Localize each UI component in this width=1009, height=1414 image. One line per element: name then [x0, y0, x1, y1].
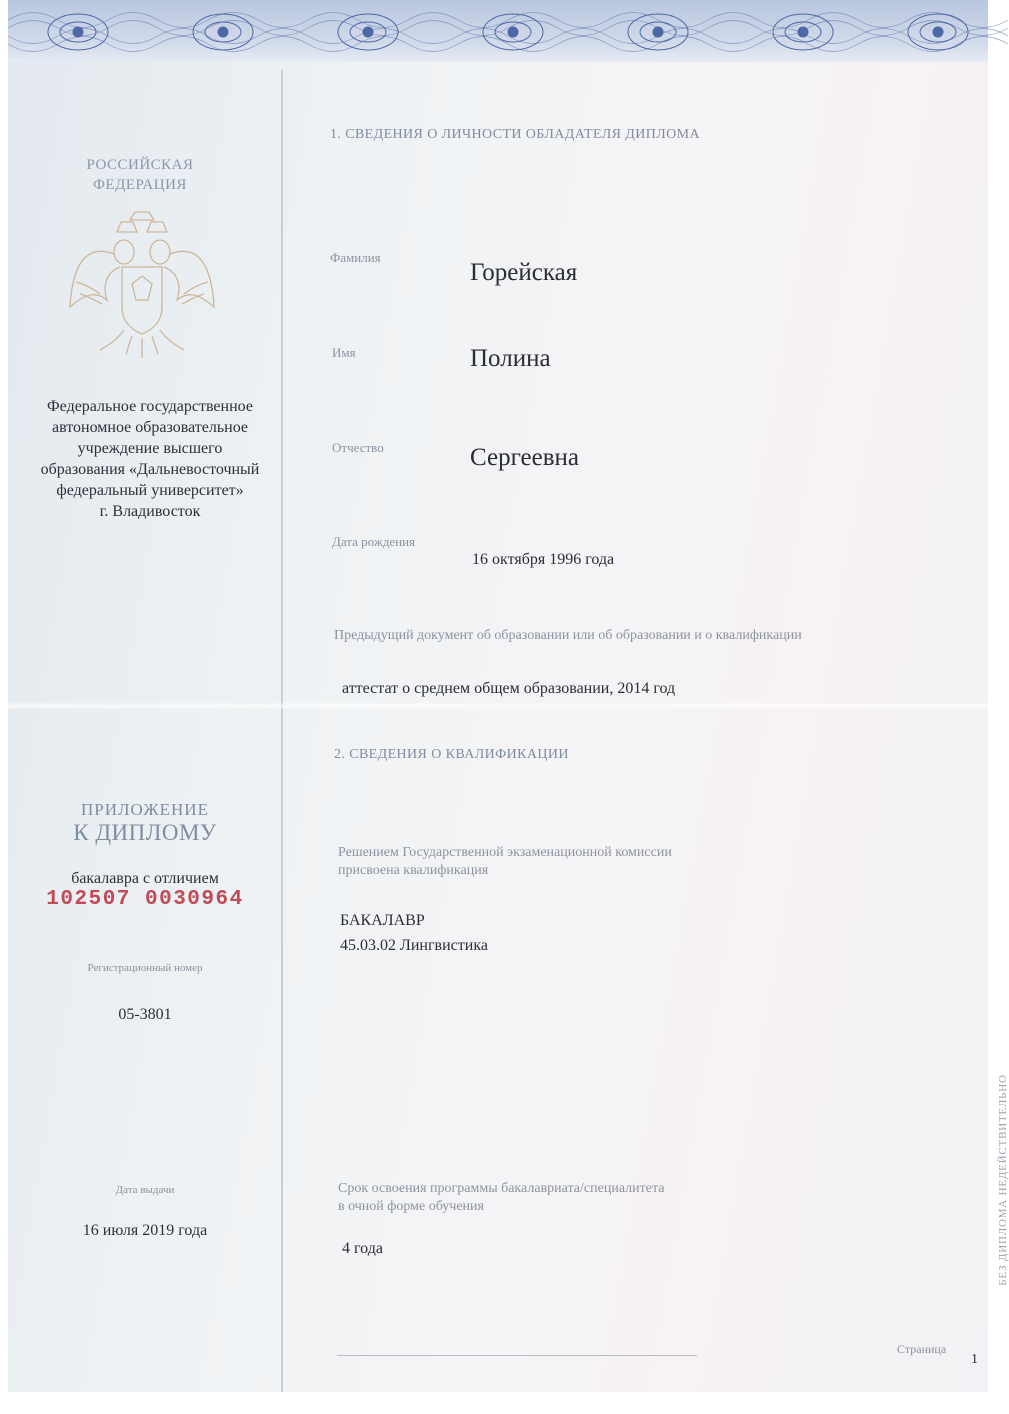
- registration-number: 05-3801: [118, 1006, 172, 1023]
- appendix-title: ПРИЛОЖЕНИЕ: [81, 800, 209, 819]
- section1-title: 1. СВЕДЕНИЯ О ЛИЧНОСТИ ОБЛАДАТЕЛЯ ДИПЛОМА: [330, 127, 701, 142]
- section2-title: 2. СВЕДЕНИЯ О КВАЛИФИКАЦИИ: [334, 747, 569, 762]
- organization-city: г. Владивосток: [99, 503, 201, 520]
- previous-document-label: Предыдущий документ об образовании или об образовании и о квалификации: [334, 628, 802, 643]
- coat-of-arms-icon: [62, 212, 222, 362]
- appendix-subtitle: К ДИПЛОМУ: [73, 820, 217, 845]
- organization-line-5: федеральный университет»: [56, 482, 244, 499]
- surname-value: Горейская: [470, 259, 578, 286]
- organization-line-2: автономное образовательное: [51, 419, 248, 436]
- previous-document-value: аттестат о среднем общем образовании, 2014 год: [342, 680, 676, 697]
- page-label: Страница: [897, 1342, 947, 1356]
- study-term-value: 4 года: [342, 1240, 383, 1257]
- name-label: Имя: [332, 345, 356, 360]
- country-name-line2: ФЕДЕРАЦИЯ: [93, 177, 187, 193]
- birth-date-value: 16 октября 1996 года: [472, 551, 615, 568]
- birth-date-label: Дата рождения: [332, 534, 416, 549]
- serial-number: 102507 0030964: [46, 888, 244, 911]
- degree-level: бакалавра с отличием: [71, 870, 219, 887]
- study-term-line2: в очной форме обучения: [338, 1199, 484, 1214]
- page-footer-line: [337, 1355, 697, 1356]
- specialty-value: 45.03.02 Лингвистика: [340, 937, 488, 954]
- surname-label: Фамилия: [330, 250, 381, 265]
- country-name-line1: РОССИЙСКАЯ: [86, 157, 194, 173]
- commission-decision-line1: Решением Государственной экзаменационной комиссии: [338, 845, 672, 860]
- qualification-value: БАКАЛАВР: [340, 912, 425, 929]
- organization-line-3: учреждение высшего: [77, 440, 223, 457]
- validity-notice: БЕЗ ДИПЛОМА НЕДЕЙСТВИТЕЛЬНО: [997, 1074, 1009, 1286]
- issue-date: 16 июля 2019 года: [82, 1222, 208, 1239]
- organization-line-4: образования «Дальневосточный: [40, 461, 260, 478]
- vertical-fold-divider: [281, 70, 283, 1392]
- issue-date-label: Дата выдачи: [115, 1184, 175, 1196]
- guilloche-banner: [8, 0, 988, 62]
- organization-line-1: Федеральное государственное: [47, 398, 253, 415]
- page-number: 1: [971, 1352, 978, 1367]
- guilloche-pattern-icon: [8, 0, 988, 62]
- registration-label: Регистрационный номер: [87, 962, 203, 974]
- commission-decision-line2: присвоена квалификация: [338, 863, 489, 878]
- study-term-line1: Срок освоения программы бакалавриата/специалитета: [338, 1181, 665, 1196]
- patronymic-value: Сергеевна: [470, 444, 579, 471]
- patronymic-label: Отчество: [332, 440, 384, 455]
- name-value: Полина: [470, 345, 551, 372]
- horizontal-fold: [8, 702, 988, 710]
